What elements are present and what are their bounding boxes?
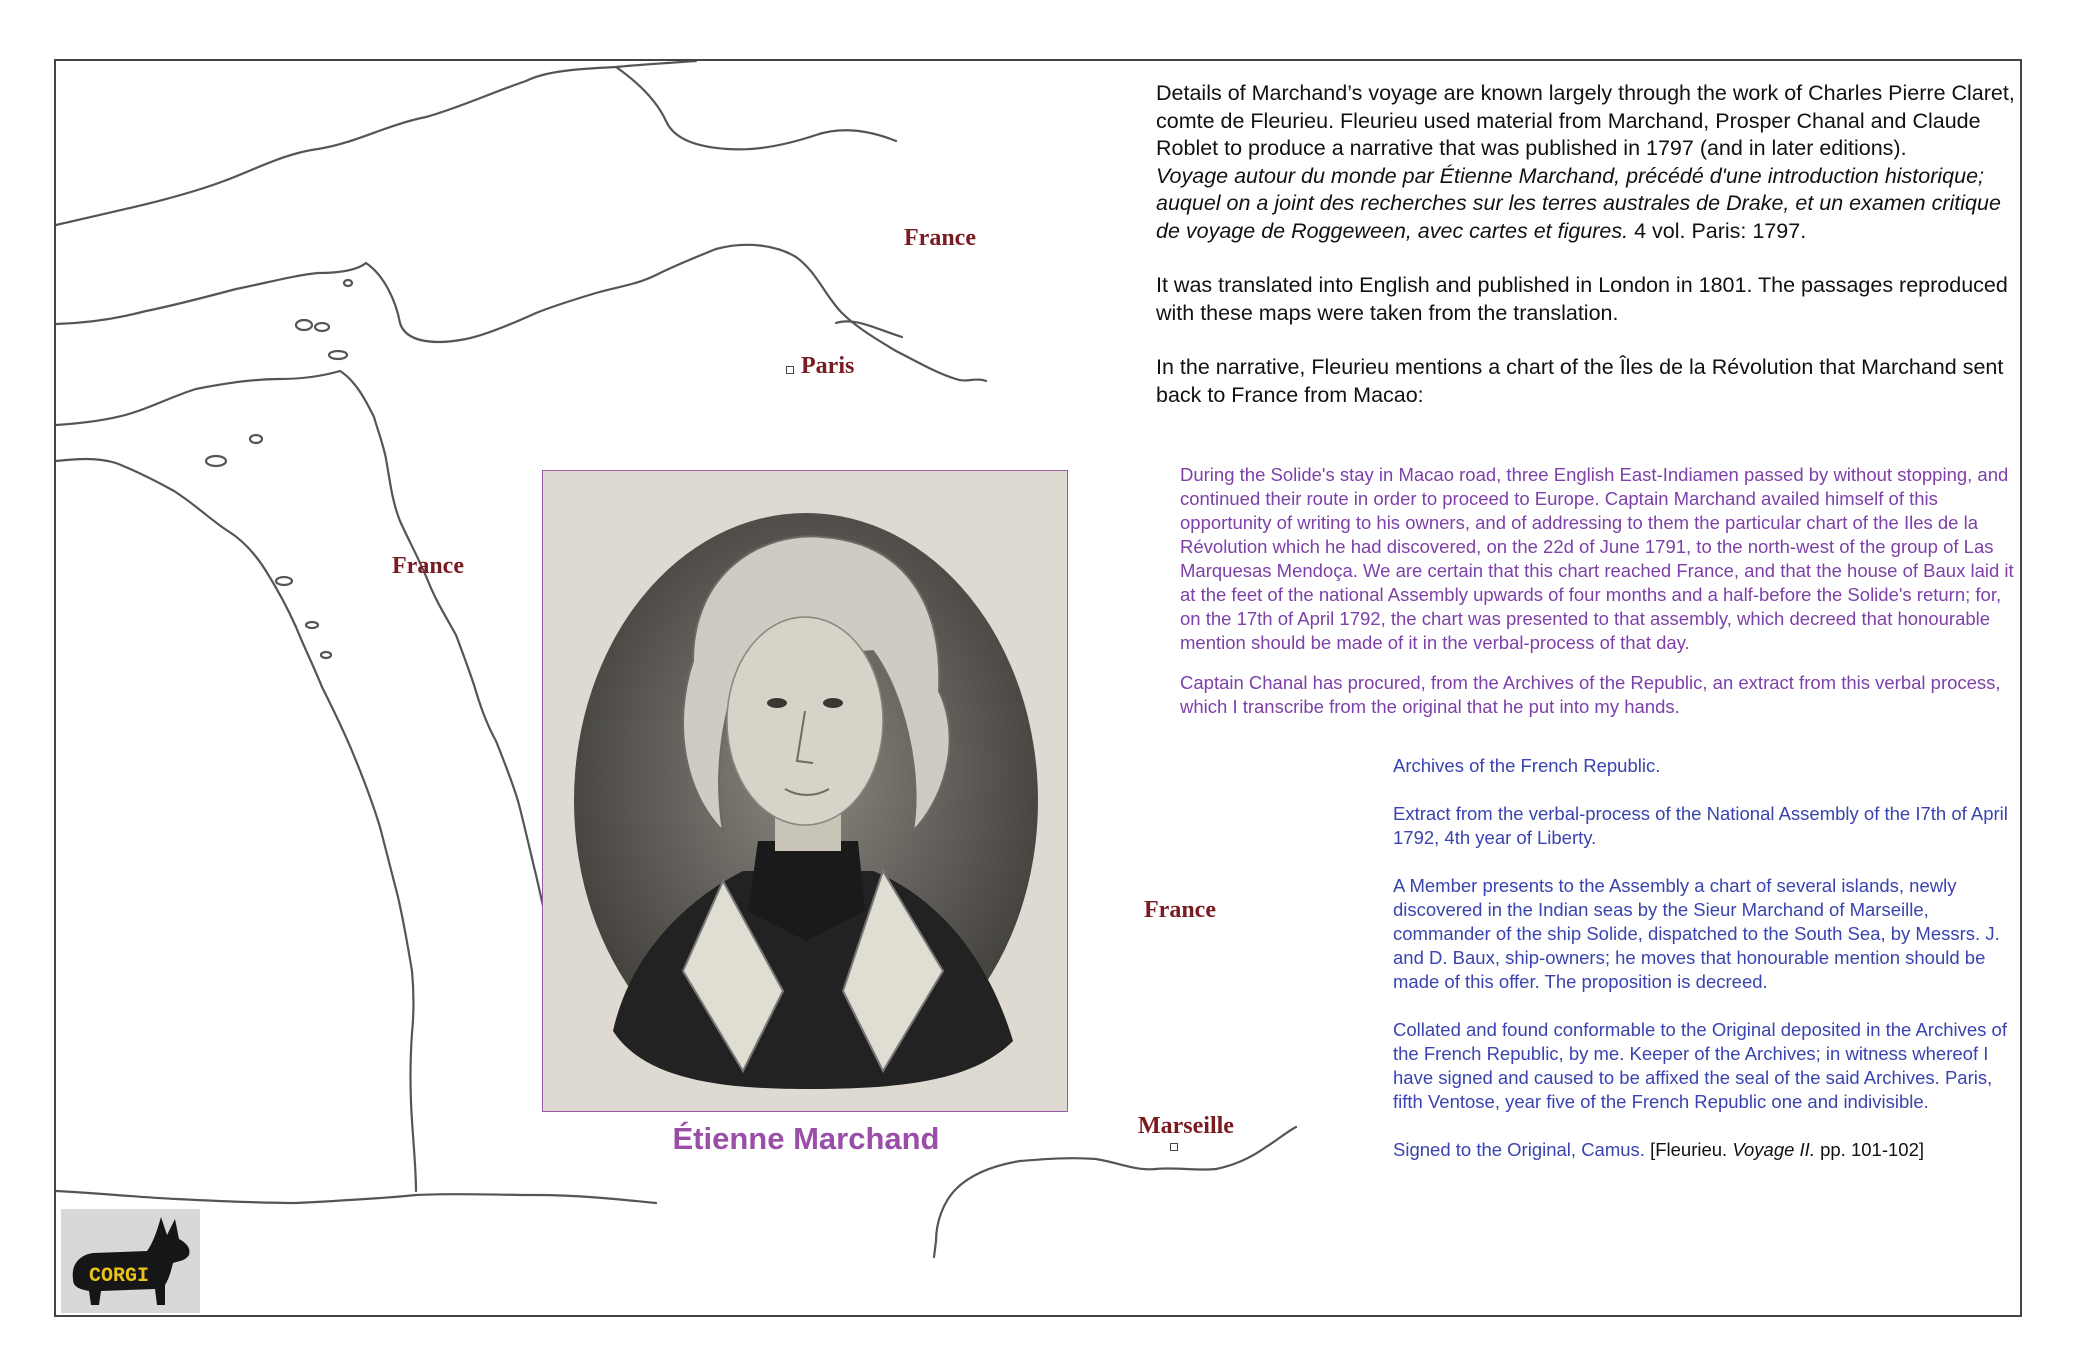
chart-mention-paragraph: In the narrative, Fleurieu mentions a chart of the Îles de la Révolution that Marchand sent back to France from Macao:: [1156, 355, 2004, 407]
fleurieu-quote: [1180, 463, 2020, 735]
translation-paragraph: It was translated into English and published in London in 1801. The passages reproduced with these maps were taken from the translation.: [1156, 273, 2008, 325]
citation-open: [Fleurieu.: [1644, 1139, 1733, 1160]
archives-extract-title: Extract from the verbal-process of the National Assembly of the I7th of April 1792, 4th year of Liberty.: [1393, 803, 2008, 848]
corgi-dog-icon: [61, 1209, 200, 1313]
marseille-marker: [1170, 1143, 1178, 1151]
quote-paragraph-1: During the Solide's stay in Macao road, three English East-Indiamen passed by without stopping, and continued their route in order to proceed to Europe. Captain Marchand availed himself of this opportunity of writing to his owners, and of addressing to them the particular chart of the Iles de la Révolution which he had discovered, on the 22d of June 1791, to the north-west of the group of Las Marquesas Mendoça. We are certain that this chart reached France, and that the house of Baux laid it at the feet of the national Assembly upwards of four months and a half-before the Solide's return; for, on the 17th of April 1792, the chart was presented to that assembly, which decreed that honourable mention should be made of it in the verbal-process of that day.: [1180, 464, 2014, 653]
intro-paragraph: Details of Marchand’s voyage are known largely through the work of Charles Pierre Claret, comte de Fleurieu. Fleurieu used material from Marchand, Prosper Chanal and Claude Roblet to produce a narrative that was published in 1797 (and in later editions).: [1156, 81, 2015, 160]
map-label-france-north: France: [904, 225, 976, 251]
map-label-france-south: France: [1144, 897, 1216, 923]
paris-marker: [786, 366, 794, 374]
narrative-text: [1156, 80, 2016, 409]
map-frame: [54, 59, 2022, 1317]
citation-title: Voyage II.: [1732, 1139, 1815, 1160]
portrait-caption: Étienne Marchand: [672, 1121, 940, 1156]
england-coast: [56, 61, 696, 225]
archives-signature: [1393, 1138, 2008, 1162]
corgi-logo: [61, 1209, 200, 1313]
quote-paragraph-2: Captain Chanal has procured, from the Archives of the Republic, an extract from this verbal process, which I transcribe from the original that he put into my hands.: [1180, 672, 2001, 717]
citation-close: pp. 101-102]: [1814, 1139, 1924, 1160]
book-details: 4 vol. Paris: 1797.: [1628, 218, 1807, 243]
map-label-paris: Paris: [801, 353, 855, 379]
portrait-image: [543, 471, 1068, 1112]
archives-motion: A Member presents to the Assembly a chart of several islands, newly discovered in the Indian seas by the Sieur Marchand of Marseille, commander of the ship Solide, dispatched to the South Sea, by Messrs. J. and D. Baux, ship-owners; he moves that honourable mention should be made of this offer. The proposition is decreed.: [1393, 875, 2000, 992]
map-label-france-west: France: [392, 553, 464, 579]
book-citation: [1156, 163, 2016, 246]
spain-north-coast: [56, 1191, 656, 1203]
archives-heading: Archives of the French Republic.: [1393, 755, 1661, 776]
svg-text:CORGI: CORGI: [88, 1265, 150, 1288]
portrait-engraving: [542, 470, 1068, 1112]
map-label-marseille: Marseille: [1138, 1113, 1234, 1139]
book-title: Voyage autour du monde par Étienne Marchand, précédé d'une introduction historique; auquel on a joint des recherches sur les terres australes de Drake, et un examen critique de voyage de Roggeween, avec cartes et figures.: [1156, 163, 2001, 243]
signature-text: Signed to the Original, Camus.: [1393, 1139, 1645, 1160]
archives-extract: [1393, 754, 2008, 1186]
archives-collation: Collated and found conformable to the Original deposited in the Archives of the French Republic, by me. Keeper of the Archives; in witness whereof I have signed and caused to be affixed the seal of the said Archives. Paris, fifth Ventose, year five of the French Republic one and indivisible.: [1393, 1019, 2007, 1112]
